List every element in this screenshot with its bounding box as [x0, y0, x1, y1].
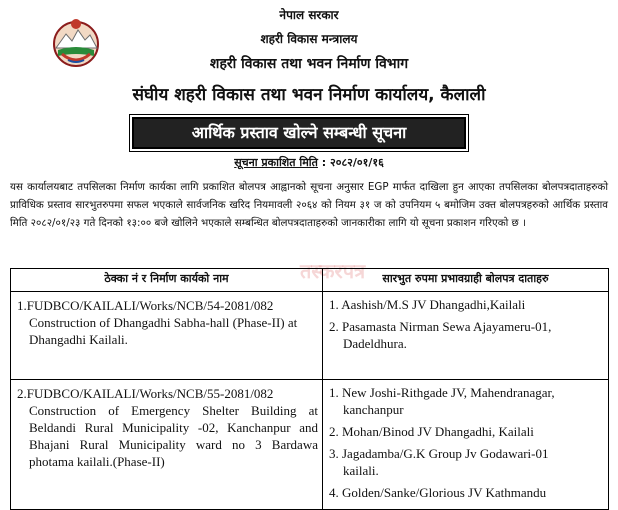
- bidder-name: Aashish/M.S JV Dhangadhi,Kailali: [341, 297, 526, 312]
- bid-table: [10, 268, 609, 510]
- bidders-cell: [323, 380, 609, 510]
- bidder-name: New Joshi-Rithgade JV, Mahendranagar,: [342, 385, 555, 400]
- bidder-list: [329, 384, 604, 501]
- bidder-location: kailali.: [343, 463, 379, 478]
- publication-date-value: : २०८२/०१/१६: [321, 156, 384, 169]
- work-cell: [11, 292, 323, 380]
- table-row: [11, 380, 609, 510]
- list-item: 2. Pasamasta Nirman Sewa Ajayameru-01, Dadeldhura.: [329, 318, 604, 352]
- work-cell: [11, 380, 323, 510]
- contract-code: 1.FUDBCO/KAILALI/Works/NCB/54-2081/082: [17, 298, 274, 313]
- table-row: [11, 292, 609, 380]
- bidder-name: Pasamasta Nirman Sewa Ajayameru-01,: [342, 319, 552, 334]
- header-work: ठेक्का नं र निर्माण कार्यको नाम: [11, 269, 323, 292]
- bidders-cell: [323, 292, 609, 380]
- bidder-name: Mohan/Binod JV Dhangadhi, Kailali: [342, 424, 534, 439]
- publication-date-label: सूचना प्रकाशित मिति: [234, 156, 318, 169]
- bidder-name: Golden/Sanke/Glorious JV Kathmandu: [342, 485, 547, 500]
- table-header-row: [11, 269, 609, 292]
- list-item: 2. Mohan/Binod JV Dhangadhi, Kailali: [329, 424, 534, 439]
- list-item: 1. New Joshi-Rithgade JV, Mahendranagar, kanchanpur: [329, 384, 604, 418]
- work-description: Construction of Emergency Shelter Building at Beldandi Rural Municipality -02, Kanchanpur and Bhajani Rural Municipality ward no 3 Bardawa photama kailali.(Phase-II): [29, 403, 318, 469]
- government-name: नेपाल सरकार: [279, 8, 339, 22]
- notice-title-box: [132, 117, 466, 149]
- office-name: संघीय शहरी विकास तथा भवन निर्माण कार्यालय, कैलाली: [132, 85, 486, 105]
- watermark-text: तस्करपत्र: [300, 259, 366, 283]
- bidder-name: Jagadamba/G.K Group Jv Godawari-01: [342, 446, 549, 461]
- contract-code: 2.FUDBCO/KAILALI/Works/NCB/55-2081/082: [17, 386, 274, 401]
- publication-date-line: [0, 155, 618, 170]
- list-item: 3. Jagadamba/G.K Group Jv Godawari-01 kailali.: [329, 445, 604, 479]
- department-name: शहरी विकास तथा भवन निर्माण विभाग: [209, 56, 409, 72]
- bidder-location: Dadeldhura.: [343, 336, 407, 351]
- list-item: 1. Aashish/M.S JV Dhangadhi,Kailali: [329, 297, 526, 312]
- notice-title: आर्थिक प्रस्ताव खोल्ने सम्बन्धी सूचना: [191, 123, 407, 142]
- notice-body-text: यस कार्यालयबाट तपसिलका निर्माण कार्यका लागि प्रकाशित बोलपत्र आह्वानको सूचना अनुसार EGP मार्फत दाखिला हुन आएका तपसिलका बोलपत्रदाताहरुको प्राविधिक प्रस्ताव सारभुतरुपमा सफल भएकाले सार्वजनिक खरिद नियमावली २०६४ को नियम ३१ ज को उपनियम ५ बमोजिम उक्त बोलपत्रहरुको आर्थिक प्रस्ताव मिति २०८२/०१/२३ गते दिनको १३:०० बजे खोलिने भएकाले सम्बन्धित बोलपत्रदाताहरुको जानकारीका लागि यो सूचना प्रकाशन गरिएको छ ।: [10, 181, 608, 229]
- bidder-location: kanchanpur: [343, 402, 404, 417]
- list-item: 4. Golden/Sanke/Glorious JV Kathmandu: [329, 485, 547, 500]
- ministry-name: शहरी विकास मन्त्रालय: [260, 32, 358, 46]
- header-bidders: सारभुत रुपमा प्रभावग्राही बोलपत्र दाताहरु: [323, 269, 609, 292]
- work-description: Construction of Dhangadhi Sabha-hall (Phase-II) at Dhangadhi Kailali.: [29, 315, 298, 347]
- bidder-list: [329, 296, 604, 352]
